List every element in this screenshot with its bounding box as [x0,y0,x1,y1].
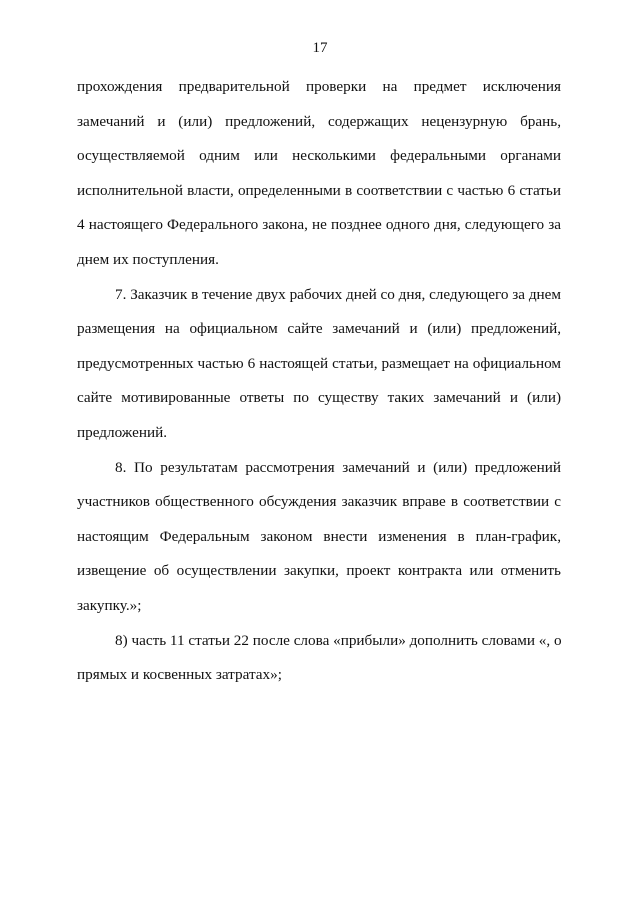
text-line: прохождения предварительной проверки на предмет исключения [77,78,561,95]
text-line: 4 настоящего Федерального закона, не позднее одного дня, следующего за [77,216,561,234]
text-line: 7. Заказчик в течение двух рабочих дней со дня, следующего за днем [115,285,562,303]
text-line: 8) часть 11 статьи 22 после слова «прибыли» дополнить словами «, о [115,631,562,649]
paragraph [77,624,561,693]
text-line: осуществляемой одним или несколькими федеральными органами [77,147,561,165]
text-line: 8. По результатам рассмотрения замечаний и (или) предложений [115,458,561,476]
text-line: закупку.»; [77,596,142,614]
page-number: 17 [312,40,328,56]
text-line: исполнительной власти, определенными в соответствии с частью 6 статьи [77,181,561,199]
paragraph [77,70,561,278]
paragraph [77,278,561,451]
text-line: участников общественного обсуждения заказчик вправе в соответствии с [77,493,561,511]
text-line: днем их поступления. [77,250,219,268]
text-line: размещения на официальном сайте замечаний и (или) предложений, [77,320,561,338]
paragraph [77,451,561,624]
text-line: предусмотренных частью 6 настоящей статьи, размещает на официальном [77,354,561,372]
text-line: замечаний и (или) предложений, содержащих нецензурную брань, [77,112,561,130]
text-line: извещение об осуществлении закупки, проект контракта или отменить [77,562,561,580]
document-body [77,70,561,693]
text-line: настоящим Федеральным законом внести изменения в план-график, [77,527,561,545]
text-line: сайте мотивированные ответы по существу таких замечаний и (или) [77,389,561,407]
text-line: предложений. [77,423,167,441]
text-line: прямых и косвенных затратах»; [77,666,282,684]
